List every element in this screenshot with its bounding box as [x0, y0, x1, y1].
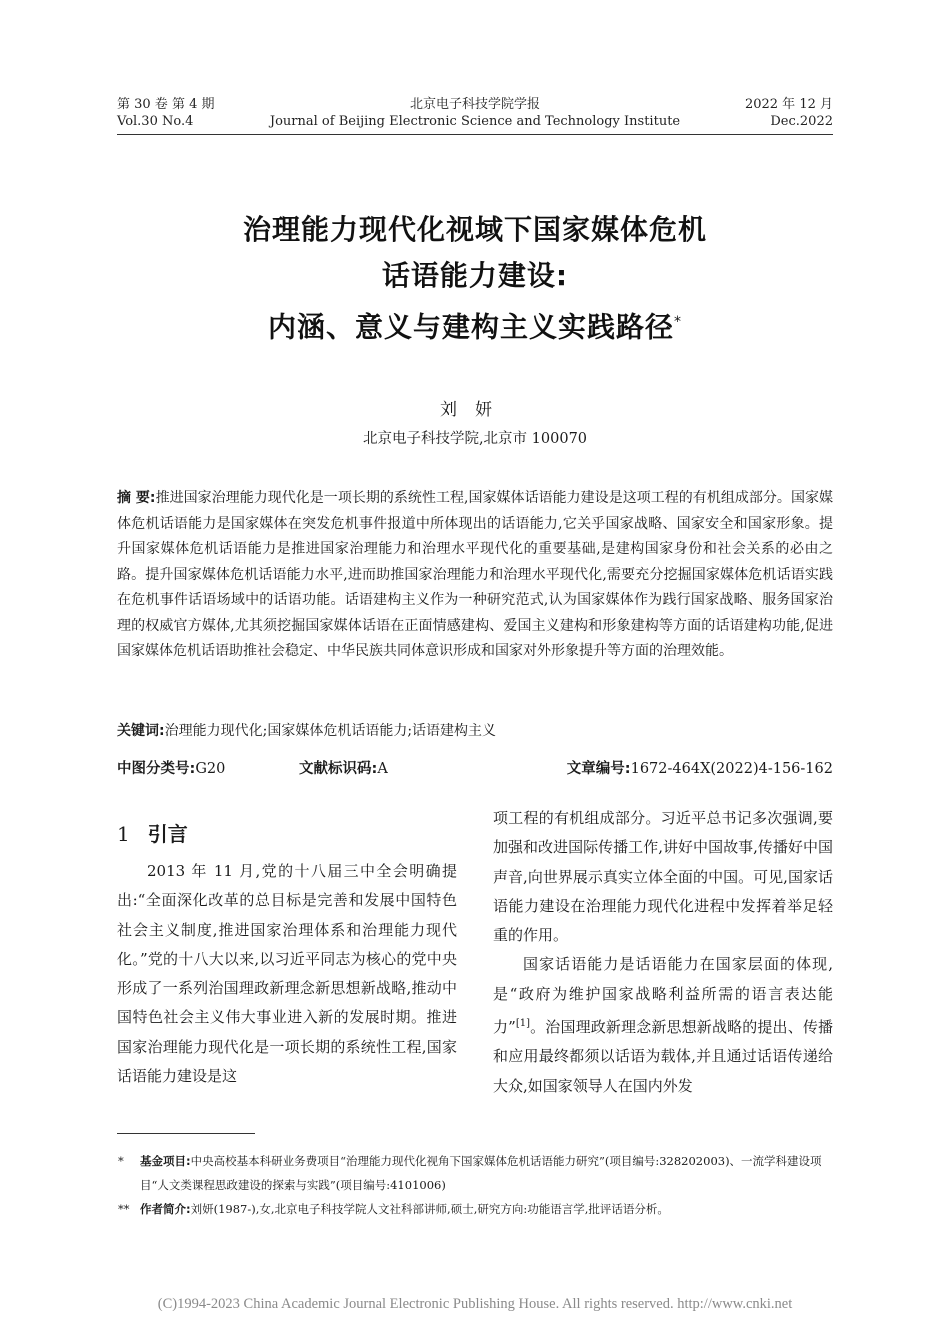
- body-left-column: [117, 857, 457, 1091]
- footnote-author-bio: [118, 1197, 833, 1221]
- copyright-notice: (C)1994-2023 China Academic Journal Electronic Publishing House. All rights reserved. http://www.cnki.net: [157, 1296, 793, 1312]
- title-line-3: [0, 299, 950, 350]
- header-date: [745, 96, 833, 130]
- art-label: 文章编号:: [566, 761, 631, 777]
- article-number: [567, 757, 833, 778]
- footnote-rule: [117, 1133, 255, 1134]
- header-rule: [117, 134, 833, 135]
- doc-value: A: [377, 761, 388, 777]
- section-heading: [117, 818, 188, 847]
- abstract-label: 摘 要:: [117, 490, 156, 506]
- title-line-3-text: 内涵、意义与建构主义实践路径: [267, 310, 674, 344]
- footnote-text: 中央高校基本科研业务费项目“治理能力现代化视角下国家媒体危机话语能力研究”(项目编号:328202003)、一流学科建设项目“人文类课程思政建设的探索与实践”(项目编号:4101006): [140, 1154, 822, 1192]
- citation-ref[interactable]: [1]: [515, 1018, 530, 1030]
- doc-label: 文献标识码:: [299, 761, 378, 777]
- keywords-text: 治理能力现代化;国家媒体危机话语能力;话语建构主义: [164, 723, 497, 739]
- header-journal-cn: 北京电子科技学院学报: [409, 97, 540, 112]
- footnote-mark: *: [118, 1154, 124, 1168]
- header-date-en: Dec.2022: [770, 114, 833, 129]
- footnote-label: 基金项目:: [140, 1154, 191, 1168]
- paper-title: [0, 207, 950, 350]
- clc-value: G20: [195, 761, 226, 777]
- footnote-funding: [118, 1149, 833, 1197]
- body-paragraph: 2013 年 11 月,党的十八届三中全会明确提出:“全面深化改革的总目标是完善和发展中国特色社会主义制度,推进国家治理体系和治理能力现代化。”党的十八大以来,以习近平同志为核心的党中央形成了一系列治国理政新理念新思想新战略,推动中国特色社会主义伟大事业进入新的发展时期。推进国家治理能力现代化是一项长期的系统性工程,国家话语能力建设是这: [117, 862, 457, 1086]
- header-date-cn: 2022 年 12 月: [744, 97, 833, 112]
- art-value: 1672-464X(2022)4-156-162: [630, 761, 833, 777]
- body-text-b: 。治国理政新理念新思想新战略的提出、传播和应用最终都须以话语为载体,并且通过话语传递给大众,如国家领导人在国内外发: [493, 1018, 833, 1095]
- footnote-mark: **: [118, 1202, 130, 1216]
- title-line-2: 话语能力建设:: [381, 259, 569, 292]
- author-name: 刘妍: [440, 400, 510, 420]
- title-footnote-mark: *: [674, 314, 682, 330]
- author-affiliation: 北京电子科技学院,北京市 100070: [362, 431, 588, 447]
- body-right-column: [493, 804, 833, 1101]
- body-paragraph: [493, 950, 833, 1100]
- keywords-label: 关键词:: [117, 723, 165, 739]
- section-number: 1: [117, 822, 130, 846]
- header-volume-cn: 第 30 卷 第 4 期: [117, 97, 215, 112]
- abstract: [117, 486, 833, 665]
- document-code: [299, 757, 388, 778]
- header-volume-en: Vol.30 No.4: [117, 114, 194, 129]
- clc-label: 中图分类号:: [117, 761, 196, 777]
- header-journal-en: Journal of Beijing Electronic Science and Technology Institute: [269, 114, 681, 129]
- body-paragraph-continued: 项工程的有机组成部分。习近平总书记多次强调,要加强和改进国际传播工作,讲好中国故事,传播好中国声音,向世界展示真实立体全面的中国。可见,国家话语能力建设在治理能力现代化进程中发挥着举足轻重的作用。: [493, 809, 833, 945]
- footnote-text: 刘妍(1987-),女,北京电子科技学院人文社科部讲师,硕士,研究方向:功能语言学,批评话语分析。: [190, 1202, 669, 1216]
- body-text-a: 国家话语能力是话语能力在国家层面的体现,是“政府为维护国家战略利益所需的语言表达能力”: [493, 955, 833, 1037]
- footnote-label: 作者简介:: [140, 1202, 191, 1216]
- keywords: [117, 720, 833, 740]
- abstract-text: 推进国家治理能力现代化是一项长期的系统性工程,国家媒体话语能力建设是这项工程的有机组成部分。国家媒体危机话语能力是国家媒体在突发危机事件报道中所体现出的话语能力,它关乎国家战略、国家安全和国家形象。提升国家媒体危机话语能力是推进国家治理能力和治理水平现代化的重要基础,是建构国家身份和社会关系的必由之路。提升国家媒体危机话语能力水平,进而助推国家治理能力和治理水平现代化,需要充分挖掘国家媒体危机话语实践在危机事件话语场域中的话语功能。话语建构主义作为一种研究范式,认为国家媒体作为践行国家战略、服务国家治理的权威官方媒体,尤其须挖掘国家媒体话语在正面情感建构、爱国主义建构和形象建构等方面的话语建构功能,促进国家媒体危机话语助推社会稳定、中华民族共同体意识形成和国家对外形象提升等方面的治理效能。: [117, 490, 833, 659]
- clc-code: [117, 757, 225, 778]
- section-title: 引言: [147, 822, 188, 846]
- title-line-1: 治理能力现代化视域下国家媒体危机: [242, 213, 707, 246]
